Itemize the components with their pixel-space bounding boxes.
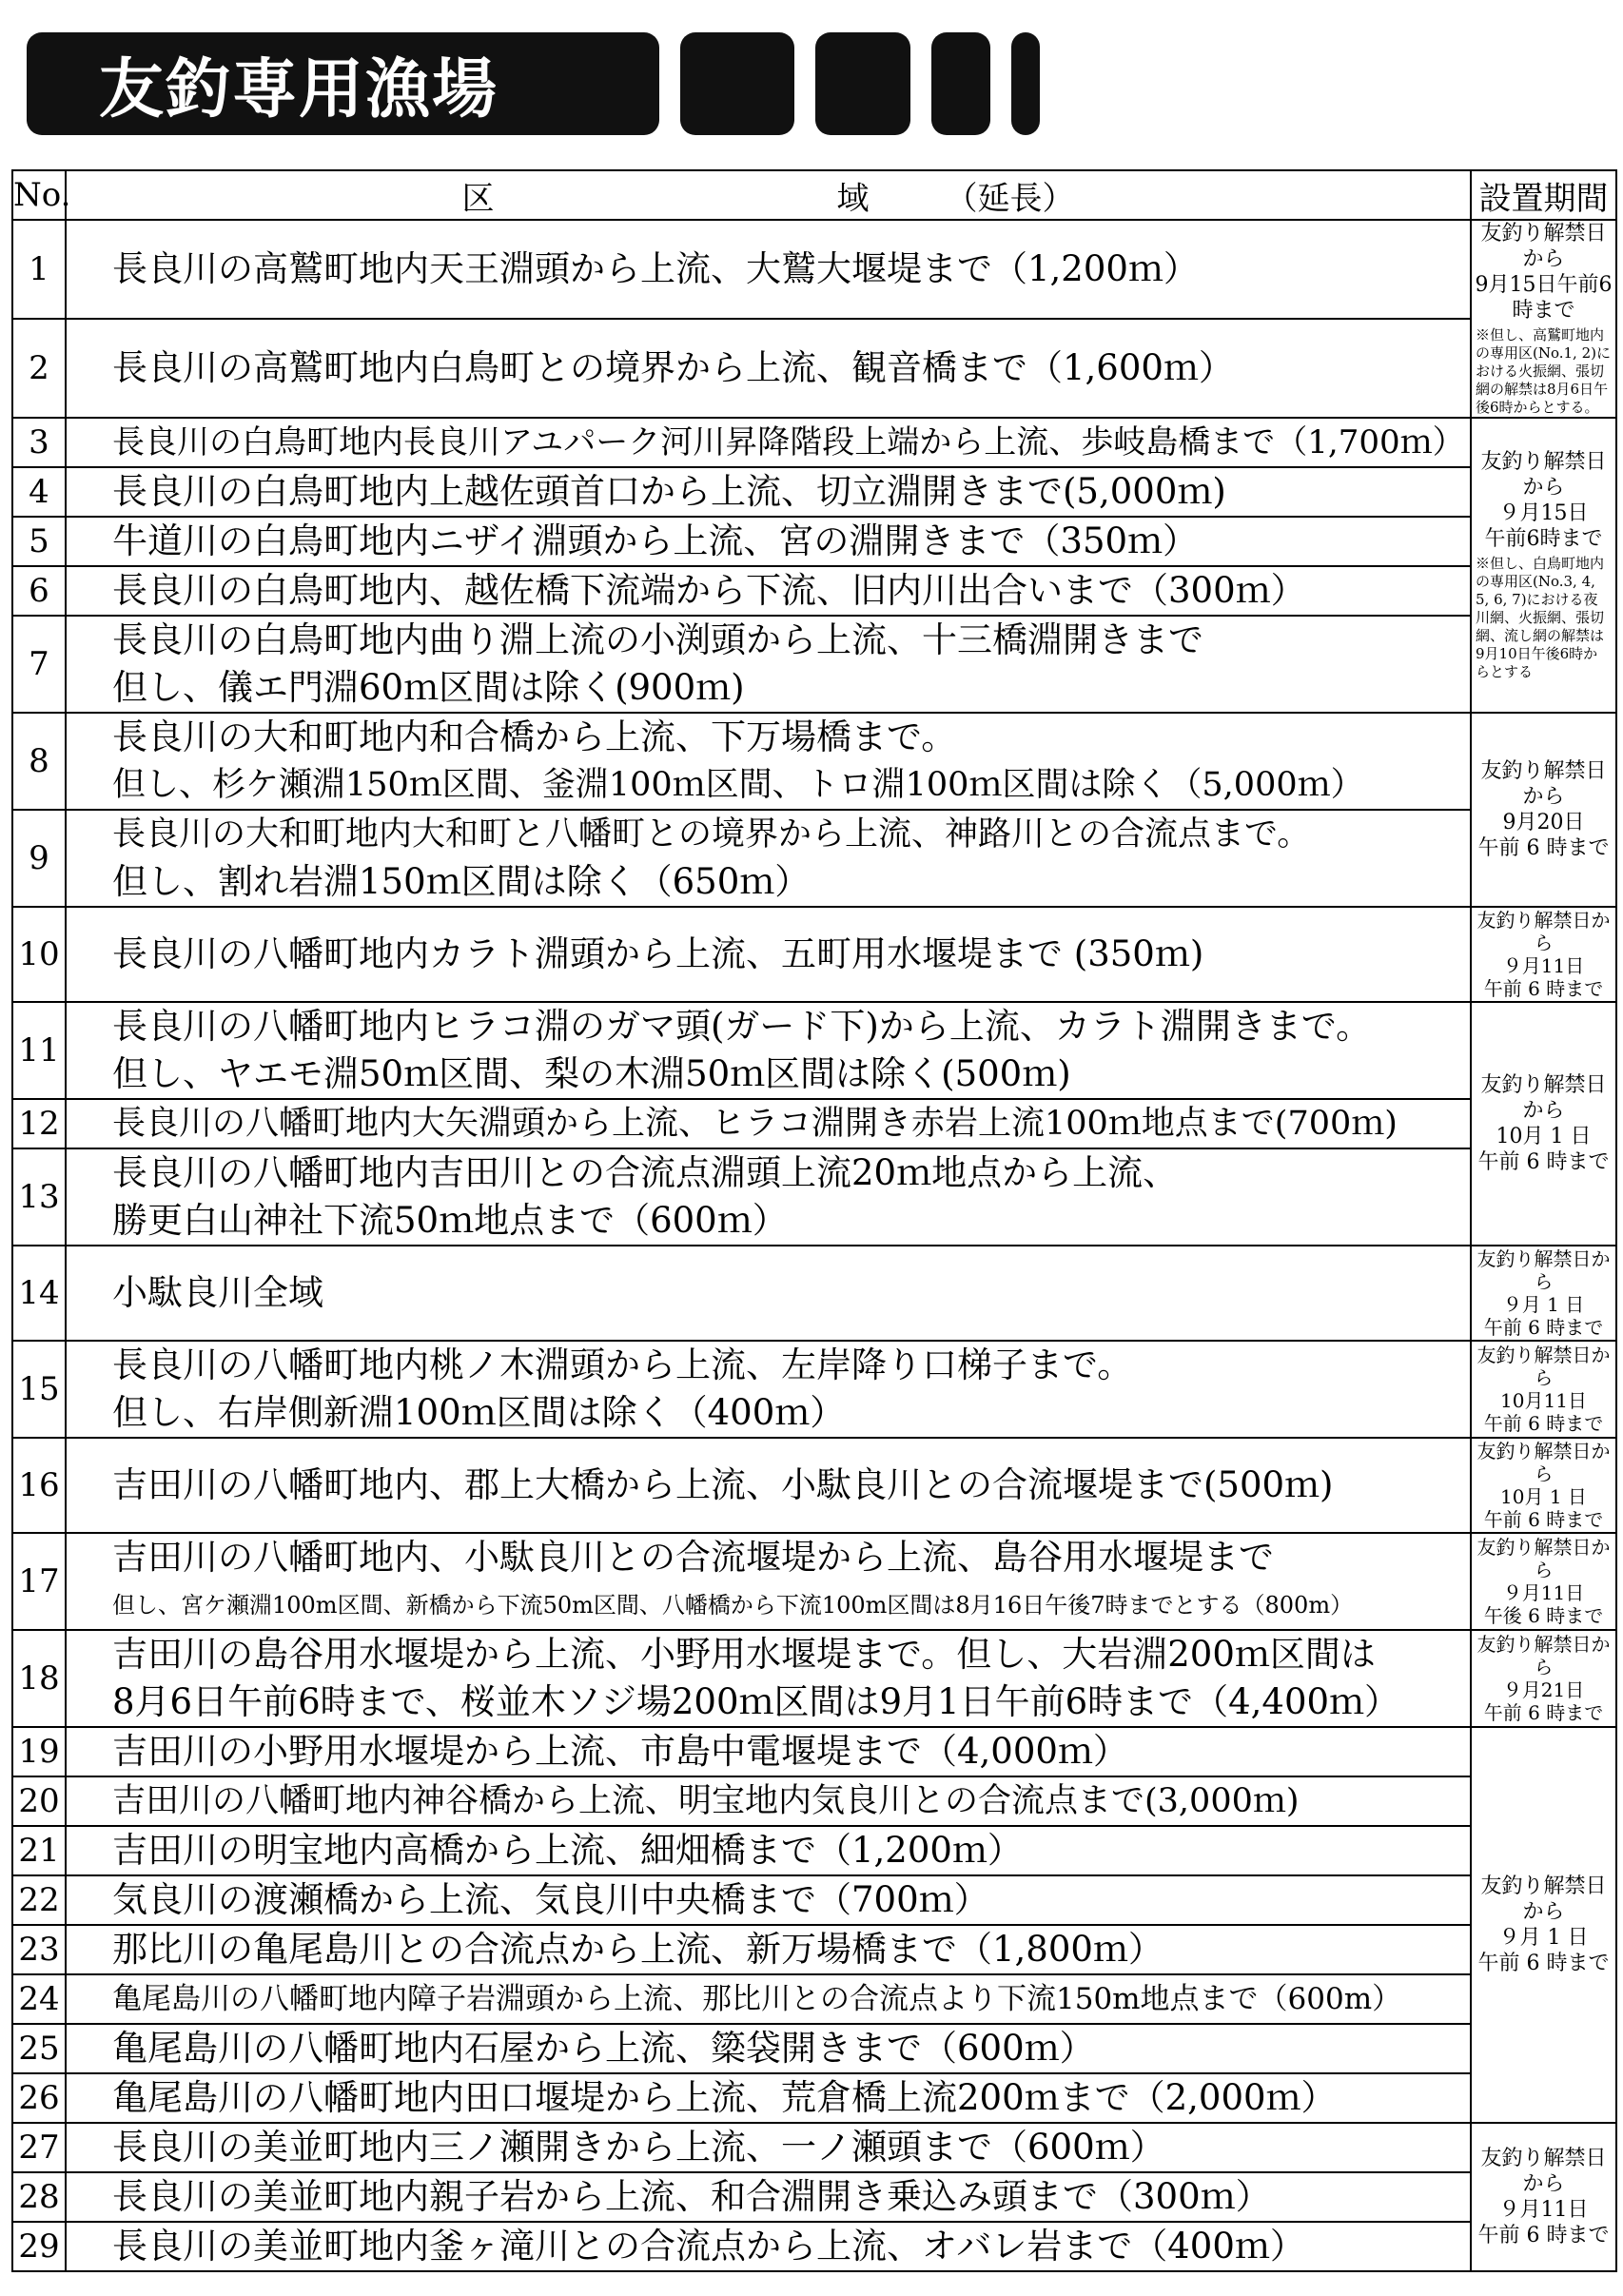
title-bar [27, 32, 1040, 135]
period-cell [1471, 1533, 1616, 1630]
period-line: 午前 6 時まで [1483, 1508, 1604, 1531]
area-line: 吉田川の八幡町地内神谷橋から上流、明宝地内気良川との合流点まで(3,000ｍ) [112, 1782, 1300, 1820]
row-area [66, 2123, 1471, 2172]
period-line: 午前 6 時まで [1477, 2224, 1610, 2247]
header-area-1: 区 [461, 179, 495, 218]
row-number: 1 [12, 220, 66, 319]
area-line: 亀尾島川の八幡町地内障子岩淵頭から上流、那比川との合流点より下流150m地点まで（600m） [112, 1982, 1402, 2016]
area-line: 長良川の八幡町地内ヒラコ淵のガマ頭(ガード下)から上流、カラト淵開きまで。 [112, 1006, 1372, 1047]
row-number: 29 [12, 2222, 66, 2271]
area-line: 長良川の八幡町地内カラト淵頭から上流、五町用水堰堤まで (350ｍ) [112, 933, 1204, 974]
table-header-row [12, 170, 1616, 220]
period-line: 友釣り解禁日から [1476, 1440, 1611, 1485]
area-line: 長良川の八幡町地内大矢淵頭から上流、ヒラコ淵開き赤岩上流100ｍ地点まで(700ｍ) [112, 1105, 1398, 1143]
period-line: 10月 1 日 [1496, 1125, 1592, 1148]
row-number: 20 [12, 1776, 66, 1826]
table-row [12, 1727, 1616, 1776]
row-area [66, 2172, 1471, 2222]
period-line: 友釣り解禁日から [1480, 450, 1607, 500]
period-line: 友釣り解禁日から [1480, 2147, 1607, 2196]
row-number: 5 [12, 517, 66, 566]
area-line: 但し、右岸側新淵100ｍ区間は除く（400ｍ） [112, 1392, 846, 1433]
row-number: 2 [12, 319, 66, 418]
row-area [66, 907, 1471, 1002]
period-line: 午前 6 時まで [1483, 1412, 1604, 1435]
period-note: ※但し、白鳥町地内の専用区(No.3, 4, 5, 6, 7)における夜川網、火振網、張切網、流し網の解禁は9月10日午後6時からとする [1476, 555, 1605, 680]
table-row [12, 220, 1616, 319]
table-row [12, 418, 1616, 467]
table-row [12, 1099, 1616, 1148]
table-row [12, 1875, 1616, 1925]
row-number: 18 [12, 1630, 66, 1727]
period-line: ９月11日 [1502, 1581, 1585, 1604]
row-number: 17 [12, 1533, 66, 1630]
row-area [66, 810, 1471, 907]
row-number: 19 [12, 1727, 66, 1776]
table-row [12, 1826, 1616, 1875]
row-area [66, 418, 1471, 467]
table-row [12, 810, 1616, 907]
period-cell [1471, 1438, 1616, 1533]
period-line: 午前 6 時まで [1477, 1150, 1610, 1174]
row-number: 6 [12, 566, 66, 616]
area-line: 長良川の高鷲町地内天王淵頭から上流、大鷲大堰堤まで（1,200ｍ） [112, 248, 1199, 289]
row-area [66, 1002, 1471, 1099]
table-row [12, 1974, 1616, 2024]
row-area [66, 1974, 1471, 2024]
period-line: ９月 1 日 [1502, 1293, 1585, 1316]
period-line: 友釣り解禁日から [1476, 1247, 1611, 1293]
row-area [66, 1727, 1471, 1776]
row-number: 21 [12, 1826, 66, 1875]
table-row [12, 319, 1616, 418]
table-row [12, 1148, 1616, 1246]
area-line: 長良川の八幡町地内桃ノ木淵頭から上流、左岸降り口梯子まで。 [112, 1344, 1133, 1385]
area-line: 吉田川の八幡町地内、郡上大橋から上流、小駄良川との合流堰堤まで(500ｍ) [112, 1464, 1334, 1505]
row-number: 23 [12, 1925, 66, 1974]
row-area [66, 1826, 1471, 1875]
row-number: 15 [12, 1341, 66, 1438]
area-line: 但し、儀エ門淵60ｍ区間は除く(900ｍ) [112, 667, 745, 708]
row-number: 26 [12, 2073, 66, 2123]
page-title: 友釣専用漁場 [27, 32, 659, 135]
period-line: 午前 6 時まで [1477, 1952, 1610, 1975]
period-line: 友釣り解禁日から [1476, 1633, 1611, 1678]
period-line: ９月15日 [1498, 501, 1589, 525]
row-area [66, 467, 1471, 517]
row-number: 11 [12, 1002, 66, 1099]
table-row [12, 2222, 1616, 2271]
period-line: 9月20日 [1502, 811, 1585, 834]
row-area [66, 517, 1471, 566]
period-cell [1471, 220, 1616, 418]
row-number: 27 [12, 2123, 66, 2172]
table-row [12, 1341, 1616, 1438]
period-cell [1471, 907, 1616, 1002]
area-line: 長良川の白鳥町地内上越佐頭首口から上流、切立淵開きまで(5,000ｍ) [112, 471, 1226, 512]
header-period: 設置期間 [1471, 170, 1616, 220]
period-line: 友釣り解禁日から [1480, 222, 1607, 271]
period-note: ※但し、高鷲町地内の専用区(No.1, 2)における火振網、張切網の解禁は8月6日午後6時からとする。 [1476, 326, 1611, 416]
period-line: 午前 6 時まで [1477, 836, 1610, 860]
area-line: 吉田川の島谷用水堰堤から上流、小野用水堰堤まで。但し、大岩淵200ｍ区間は [112, 1634, 1376, 1675]
table-row [12, 1438, 1616, 1533]
period-cell [1471, 1002, 1616, 1246]
table-row [12, 1925, 1616, 1974]
table-row [12, 1246, 1616, 1341]
area-line: 吉田川の明宝地内高橋から上流、細畑橋まで（1,200ｍ） [112, 1830, 1023, 1871]
row-area [66, 1099, 1471, 1148]
area-line: 長良川の白鳥町地内曲り淵上流の小渕頭から上流、十三橋淵開きまで [112, 619, 1203, 660]
area-line: 但し、杉ケ瀬淵150ｍ区間、釜淵100ｍ区間、トロ淵100ｍ区間は除く（5,000ｍ） [112, 766, 1364, 804]
row-area [66, 1341, 1471, 1438]
area-line: 但し、宮ケ瀬淵100m区間、新橋から下流50m区間、八幡橋から下流100m区間は8月16日午後7時までとする（800m） [112, 1592, 1354, 1619]
title-decoration-block [1011, 32, 1040, 135]
period-line: 午後 6 時まで [1483, 1604, 1604, 1627]
table-row [12, 1630, 1616, 1727]
row-area [66, 1533, 1471, 1630]
area-line: 8月6日午前6時まで、桜並木ソジ場200ｍ区間は9月1日午前6時まで（4,400ｍ） [112, 1681, 1400, 1722]
area-line: 長良川の美並町地内釜ヶ滝川との合流点から上流、オバレ岩まで（400ｍ） [112, 2226, 1305, 2267]
title-decoration-block [680, 32, 794, 135]
row-area [66, 1776, 1471, 1826]
period-line: ９月11日 [1498, 2198, 1589, 2222]
row-number: 4 [12, 467, 66, 517]
area-line: 亀尾島川の八幡町地内田口堰堤から上流、荒倉橋上流200ｍまで（2,000ｍ） [112, 2077, 1337, 2118]
row-number: 13 [12, 1148, 66, 1246]
area-line: 吉田川の小野用水堰堤から上流、市島中電堰堤まで（4,000ｍ） [112, 1731, 1128, 1772]
period-line: 友釣り解禁日から [1476, 909, 1611, 954]
period-cell [1471, 1246, 1616, 1341]
period-line: ９月11日 [1502, 954, 1585, 977]
area-line: 気良川の渡瀬橋から上流、気良川中央橋まで（700ｍ） [112, 1879, 989, 1920]
period-line: 友釣り解禁日から [1480, 1073, 1607, 1123]
period-line: ９月 1 日 [1498, 1926, 1589, 1950]
table-row [12, 713, 1616, 810]
row-number: 7 [12, 616, 66, 713]
row-area [66, 713, 1471, 810]
row-number: 3 [12, 418, 66, 467]
table-row [12, 1533, 1616, 1630]
row-number: 16 [12, 1438, 66, 1533]
row-area [66, 2073, 1471, 2123]
period-line: 友釣り解禁日から [1480, 1874, 1607, 1924]
table-row [12, 616, 1616, 713]
table-row [12, 467, 1616, 517]
period-line: 午前 6 時まで [1483, 1316, 1604, 1339]
period-line: 友釣り解禁日から [1476, 1536, 1611, 1581]
area-line: 長良川の大和町地内和合橋から上流、下万場橋まで。 [112, 716, 957, 757]
period-line: 10月11日 [1500, 1389, 1587, 1412]
row-area [66, 1925, 1471, 1974]
header-area-2: 域 [836, 179, 870, 218]
table-row [12, 2024, 1616, 2073]
period-line: 友釣り解禁日から [1476, 1344, 1611, 1389]
row-area [66, 1875, 1471, 1925]
area-line: 亀尾島川の八幡町地内石屋から上流、簗袋開きまで（600ｍ） [112, 2028, 1095, 2069]
period-cell [1471, 1630, 1616, 1727]
period-line: 午前 6 時まで [1483, 977, 1604, 1000]
period-line: 10月 1 日 [1500, 1485, 1587, 1508]
area-line: 長良川の美並町地内親子岩から上流、和合淵開き乗込み頭まで（300ｍ） [112, 2176, 1271, 2217]
period-cell [1471, 418, 1616, 713]
row-area [66, 2222, 1471, 2271]
area-line: 吉田川の八幡町地内、小駄良川との合流堰堤から上流、島谷用水堰堤まで [112, 1537, 1274, 1578]
title-decoration-block [815, 32, 910, 135]
row-number: 25 [12, 2024, 66, 2073]
header-area [66, 170, 1471, 220]
period-cell [1471, 1727, 1616, 2123]
row-area [66, 1438, 1471, 1533]
table-row [12, 1776, 1616, 1826]
period-line: ９月21日 [1502, 1678, 1585, 1701]
area-line: 長良川の白鳥町地内、越佐橋下流端から下流、旧内川出合いまで（300ｍ） [112, 570, 1306, 611]
area-line: 牛道川の白鳥町地内ニザイ淵頭から上流、宮の淵開きまで（350ｍ） [112, 520, 1199, 561]
area-line: 長良川の八幡町地内吉田川との合流点淵頭上流20ｍ地点から上流、 [112, 1152, 1179, 1193]
row-number: 14 [12, 1246, 66, 1341]
table-row [12, 2172, 1616, 2222]
area-line: 但し、ヤエモ淵50ｍ区間、梨の木淵50ｍ区間は除く(500ｍ) [112, 1053, 1071, 1094]
area-line: 長良川の白鳥町地内長良川アユパーク河川昇降階段上端から上流、歩岐島橋まで（1,700ｍ） [112, 423, 1465, 461]
row-number: 28 [12, 2172, 66, 2222]
table-row [12, 2123, 1616, 2172]
table-row [12, 566, 1616, 616]
period-line: 午前 6 時まで [1483, 1701, 1604, 1724]
row-number: 22 [12, 1875, 66, 1925]
row-area [66, 1630, 1471, 1727]
row-number: 12 [12, 1099, 66, 1148]
table-row [12, 517, 1616, 566]
row-number: 8 [12, 713, 66, 810]
header-area-3: （延長） [945, 179, 1075, 218]
row-area [66, 2024, 1471, 2073]
row-area [66, 220, 1471, 319]
row-number: 10 [12, 907, 66, 1002]
period-cell [1471, 2123, 1616, 2271]
row-area [66, 319, 1471, 418]
header-no: No. [12, 170, 66, 220]
title-decoration-block [931, 32, 990, 135]
period-line: 友釣り解禁日から [1480, 759, 1607, 809]
area-line: 小駄良川全域 [112, 1272, 323, 1313]
row-area [66, 1246, 1471, 1341]
row-area [66, 566, 1471, 616]
area-line: 長良川の高鷲町地内白鳥町との境界から上流、観音橋まで（1,600ｍ） [112, 347, 1234, 388]
area-line: 長良川の大和町地内大和町と八幡町との境界から上流、神路川との合流点まで。 [112, 815, 1311, 854]
row-area [66, 1148, 1471, 1246]
table-row [12, 907, 1616, 1002]
area-line: 但し、割れ岩淵150ｍ区間は除く（650ｍ） [112, 861, 811, 902]
period-cell [1471, 1341, 1616, 1438]
period-cell [1471, 713, 1616, 907]
period-line: 午前6時まで [1484, 527, 1603, 551]
area-line: 勝更白山神社下流50ｍ地点まで（600ｍ） [112, 1200, 788, 1241]
table-row [12, 1002, 1616, 1099]
fishing-area-table [11, 169, 1617, 2272]
area-line: 那比川の亀尾島川との合流点から上流、新万場橋まで（1,800ｍ） [112, 1929, 1163, 1970]
row-number: 9 [12, 810, 66, 907]
period-line: 9月15日午前6時まで [1475, 273, 1613, 323]
area-line: 長良川の美並町地内三ノ瀬開きから上流、一ノ瀬頭まで（600ｍ） [112, 2127, 1165, 2168]
row-number: 24 [12, 1974, 66, 2024]
row-area [66, 616, 1471, 713]
table-row [12, 2073, 1616, 2123]
